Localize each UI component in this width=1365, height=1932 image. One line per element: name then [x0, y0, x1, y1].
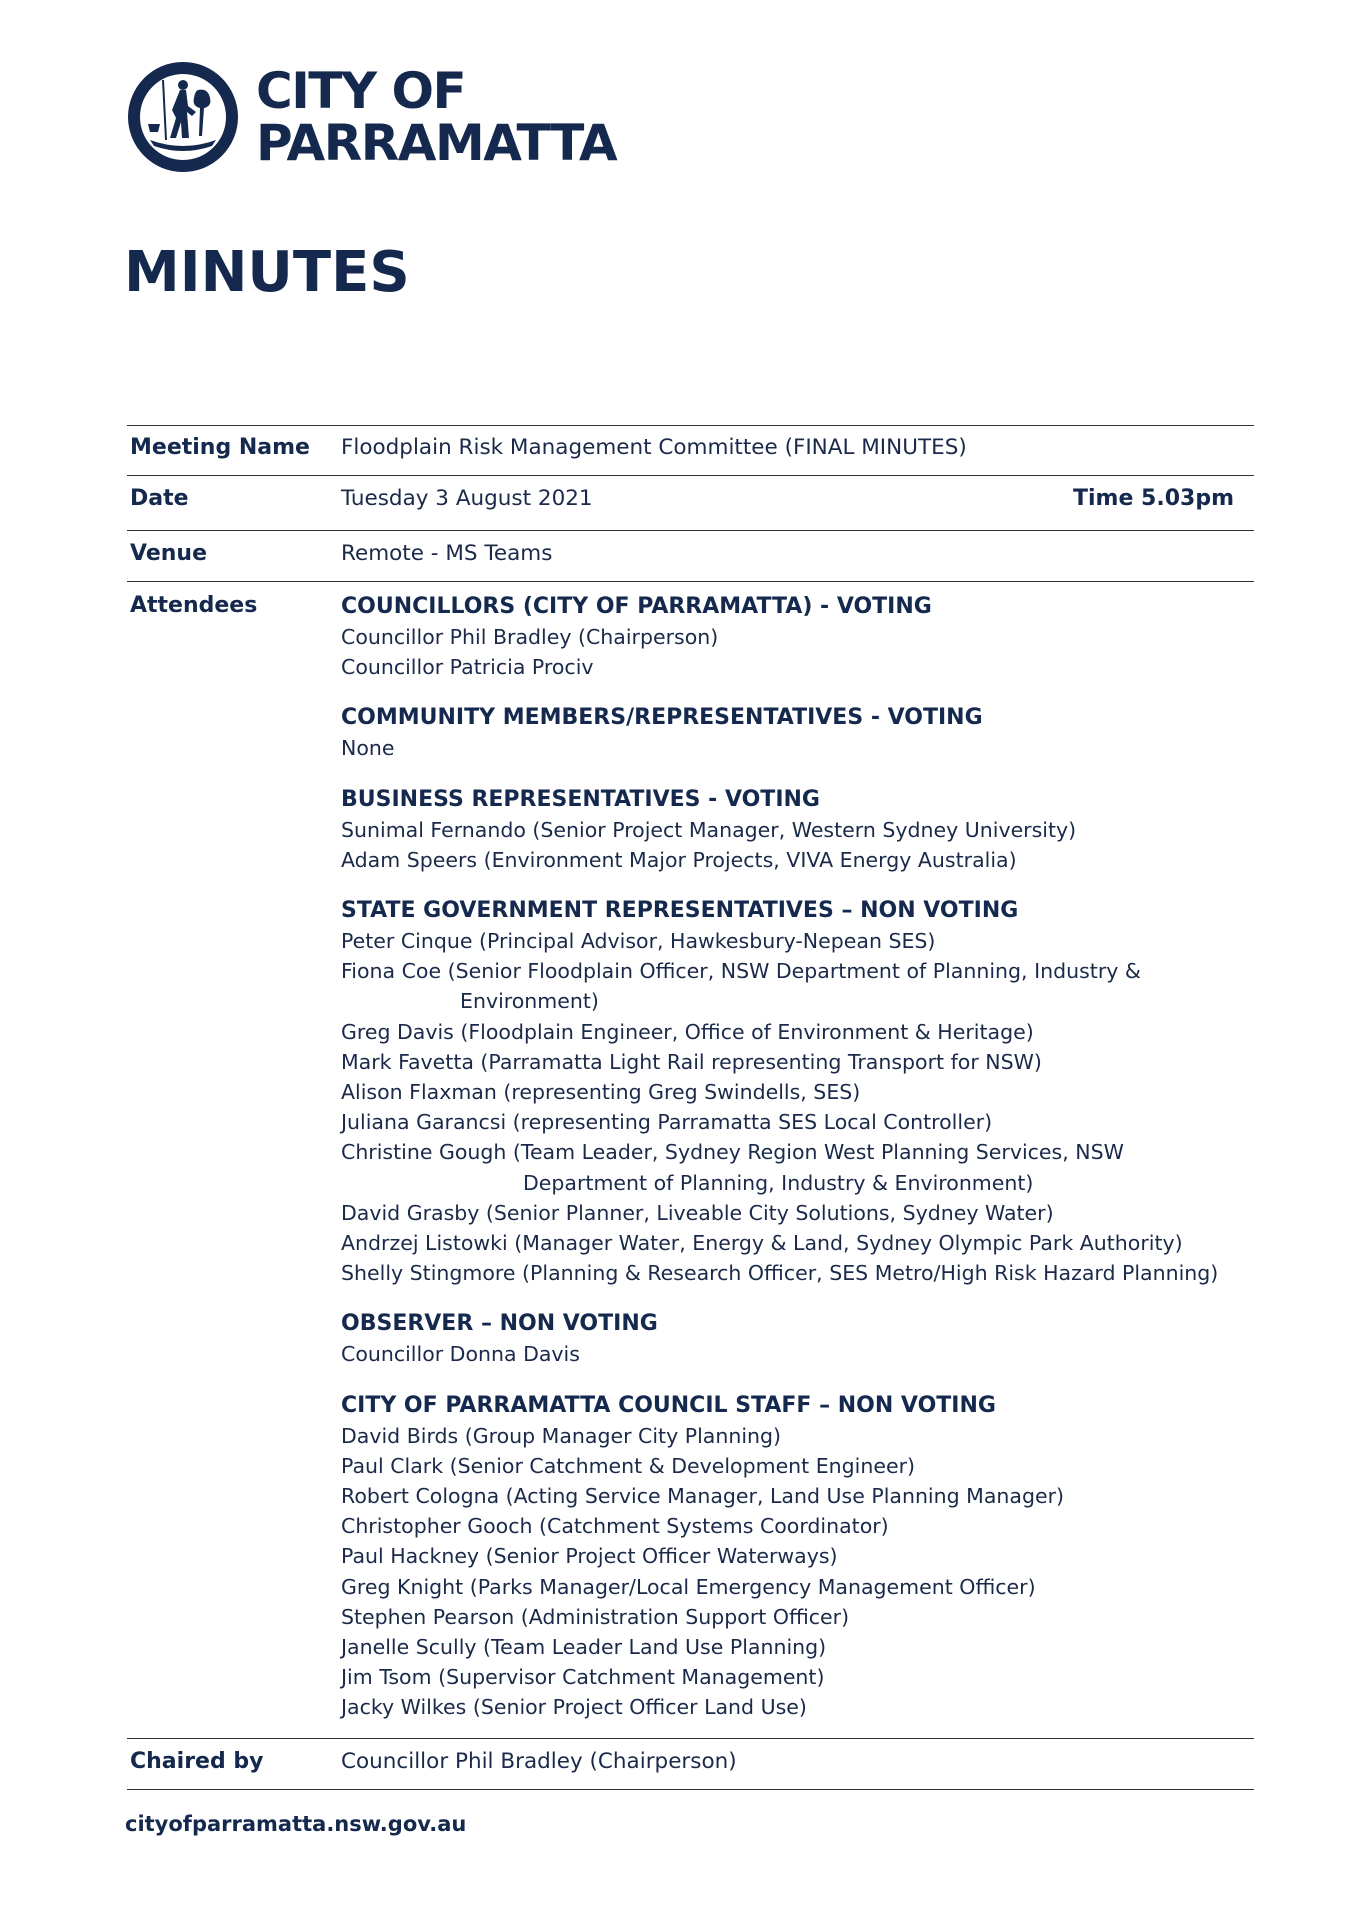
venue-value: Remote - MS Teams [341, 541, 553, 566]
attendee: Peter Cinque (Principal Advisor, Hawkesbury-Nepean SES) [341, 929, 936, 954]
attendee-group-business [341, 785, 1251, 875]
venue-label: Venue [130, 541, 207, 566]
attendee: Robert Cologna (Acting Service Manager, Land Use Planning Manager) [341, 1484, 1065, 1509]
org-name-line2: PARRAMATTA [256, 114, 617, 172]
divider [127, 530, 1254, 531]
group-heading: OBSERVER – NON VOTING [341, 1311, 658, 1337]
attendee: Greg Knight (Parks Manager/Local Emergency Management Officer) [341, 1574, 1036, 1599]
attendee: Andrzej Listowki (Manager Water, Energy & Land, Sydney Olympic Park Authority) [341, 1231, 1183, 1256]
date-value: Tuesday 3 August 2021 [341, 486, 593, 511]
divider [127, 581, 1254, 582]
attendee: Fiona Coe (Senior Floodplain Officer, NSW Department of Planning, Industry & [341, 959, 1141, 984]
attendee: None [341, 736, 395, 761]
chaired-by-label: Chaired by [130, 1749, 264, 1774]
attendee: Juliana Garancsi (representing Parramatta SES Local Controller) [341, 1110, 993, 1135]
attendee: Sunimal Fernando (Senior Project Manager, Western Sydney University) [341, 817, 1077, 842]
group-heading: STATE GOVERNMENT REPRESENTATIVES – NON VOTING [341, 898, 1019, 924]
attendee: Shelly Stingmore (Planning & Research Officer, SES Metro/High Risk Hazard Planning) [341, 1261, 1219, 1286]
attendee: Alison Flaxman (representing Greg Swindells, SES) [341, 1080, 861, 1105]
group-heading: COMMUNITY MEMBERS/REPRESENTATIVES - VOTING [341, 705, 983, 731]
attendee: Councillor Phil Bradley (Chairperson) [341, 625, 719, 649]
meeting-name-label: Meeting Name [130, 435, 310, 460]
attendee: Greg Davis (Floodplain Engineer, Office of Environment & Heritage) [341, 1019, 1034, 1044]
chaired-by-value: Councillor Phil Bradley (Chairperson) [341, 1749, 737, 1774]
divider [127, 1789, 1254, 1790]
footer-website-link[interactable]: cityofparramatta.nsw.gov.au [125, 1812, 467, 1836]
attendee: Councillor Donna Davis [341, 1342, 580, 1367]
attendee: David Birds (Group Manager City Planning) [341, 1423, 782, 1448]
attendee-continuation: Department of Planning, Industry & Environment) [523, 1170, 1034, 1195]
group-heading: BUSINESS REPRESENTATIVES - VOTING [341, 786, 820, 812]
attendee: Janelle Scully (Team Leader Land Use Planning) [341, 1635, 827, 1660]
attendee: Christine Gough (Team Leader, Sydney Region West Planning Services, NSW [341, 1140, 1124, 1165]
org-name-line1: CITY OF [256, 62, 466, 120]
attendees-label: Attendees [130, 593, 258, 618]
city-seal-icon [126, 60, 240, 174]
attendee: Paul Clark (Senior Catchment & Development Engineer) [341, 1453, 916, 1478]
attendee: Christopher Gooch (Catchment Systems Coordinator) [341, 1514, 889, 1539]
meeting-name-value: Floodplain Risk Management Committee (FINAL MINUTES) [341, 435, 967, 460]
attendee: Councillor Patricia Prociv [341, 655, 594, 680]
attendee: Mark Favetta (Parramatta Light Rail representing Transport for NSW) [341, 1049, 1042, 1074]
attendee: David Grasby (Senior Planner, Liveable City Solutions, Sydney Water) [341, 1200, 1054, 1225]
attendees-list [341, 592, 1251, 1744]
attendee-group-council-staff [341, 1391, 1251, 1723]
attendee: Stephen Pearson (Administration Support Officer) [341, 1604, 850, 1629]
attendee-group-observer [341, 1309, 1251, 1369]
attendee: Jim Tsom (Supervisor Catchment Management) [341, 1665, 825, 1690]
org-logo [126, 60, 616, 174]
divider [127, 425, 1254, 426]
attendee: Adam Speers (Environment Major Projects, VIVA Energy Australia) [341, 847, 1017, 872]
attendee: Jacky Wilkes (Senior Project Officer Land Use) [341, 1695, 807, 1720]
attendee-group-community [341, 703, 1251, 763]
attendee-group-councillors [341, 592, 1251, 682]
group-heading: COUNCILLORS (CITY OF PARRAMATTA) - VOTING [341, 594, 932, 619]
page-title: MINUTES [124, 240, 410, 305]
meeting-time: Time 5.03pm [1072, 486, 1234, 511]
date-label: Date [130, 486, 189, 511]
attendee-continuation: Environment) [460, 989, 599, 1014]
divider [127, 475, 1254, 476]
attendee-group-state-government [341, 896, 1251, 1288]
group-heading: CITY OF PARRAMATTA COUNCIL STAFF – NON VOTING [341, 1392, 996, 1418]
attendee: Paul Hackney (Senior Project Officer Waterways) [341, 1544, 838, 1569]
